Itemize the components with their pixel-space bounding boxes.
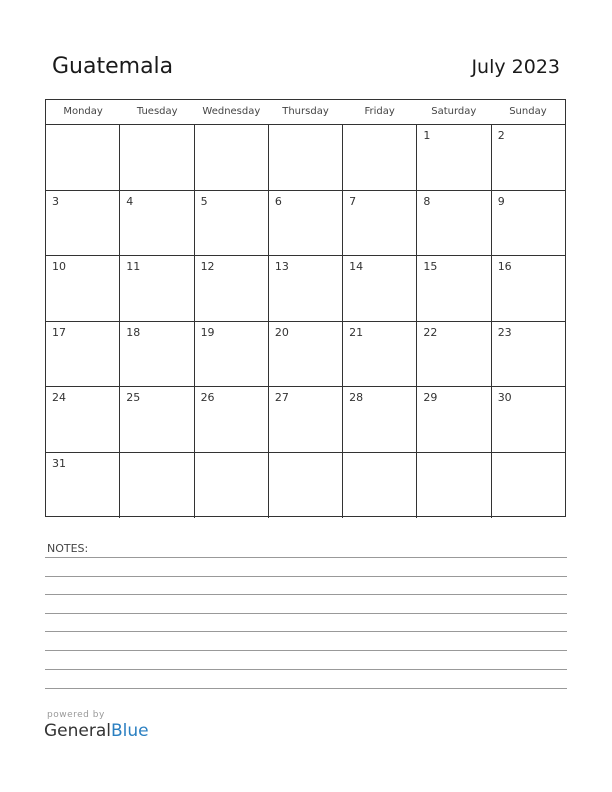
day-number: 22	[423, 325, 438, 339]
day-cell	[120, 453, 194, 519]
week-row-5	[46, 387, 565, 453]
day-number: 15	[423, 260, 438, 273]
weekday-tuesday: Tuesday	[136, 106, 178, 117]
day-number: 11	[126, 260, 141, 273]
notes-line	[45, 557, 567, 558]
day-cell	[417, 125, 491, 190]
week-row-1	[46, 125, 565, 191]
day-number: 3	[52, 194, 59, 208]
weekday-header-row	[46, 100, 565, 125]
day-cell	[417, 191, 491, 256]
week-row-3	[46, 256, 565, 322]
day-number: 29	[423, 391, 438, 404]
powered-by-text: powered by	[47, 710, 105, 720]
day-cell	[269, 453, 343, 519]
day-cell	[195, 322, 269, 387]
day-number: 23	[497, 325, 512, 339]
day-number: 4	[126, 194, 134, 208]
day-cell	[492, 453, 565, 519]
notes-line	[45, 594, 567, 595]
day-number: 9	[497, 194, 505, 208]
day-cell	[417, 322, 491, 387]
brand-general: General	[44, 721, 111, 741]
day-cell	[195, 387, 269, 452]
day-number: 20	[274, 325, 289, 339]
day-cell	[120, 322, 194, 387]
week-row-2	[46, 191, 565, 257]
day-cell	[492, 191, 565, 256]
day-number: 27	[274, 391, 289, 404]
calendar-country-title: Guatemala	[52, 54, 174, 79]
day-cell	[492, 387, 565, 452]
notes-line	[45, 631, 567, 632]
day-number: 18	[126, 325, 141, 339]
day-number: 2	[497, 129, 505, 142]
day-cell	[46, 322, 120, 387]
day-number: 1	[423, 129, 431, 142]
day-cell	[269, 191, 343, 256]
calendar-month-title: July 2023	[471, 56, 560, 78]
day-cell	[120, 191, 194, 256]
generalblue-logo[interactable]	[44, 721, 149, 741]
day-number: 24	[52, 391, 66, 404]
day-cell	[120, 256, 194, 321]
day-number: 28	[349, 391, 364, 404]
day-cell	[492, 256, 565, 321]
day-cell	[120, 387, 194, 452]
day-number: 8	[423, 194, 431, 208]
day-cell	[343, 387, 417, 452]
notes-line	[45, 576, 567, 577]
day-cell	[343, 322, 417, 387]
day-cell	[195, 453, 269, 519]
day-cell	[343, 256, 417, 321]
day-cell	[195, 191, 269, 256]
day-number: 5	[200, 194, 208, 208]
weekday-thursday: Thursday	[282, 106, 329, 117]
day-cell	[343, 453, 417, 519]
day-cell	[46, 191, 120, 256]
day-cell	[417, 387, 491, 452]
day-cell	[46, 387, 120, 452]
day-number: 25	[126, 391, 141, 404]
day-cell	[492, 322, 565, 387]
day-cell	[195, 256, 269, 321]
day-cell	[269, 256, 343, 321]
day-cell	[195, 125, 269, 190]
day-number: 19	[200, 325, 215, 339]
day-cell	[120, 125, 194, 190]
day-number: 6	[274, 194, 282, 208]
day-cell	[46, 256, 120, 321]
day-number: 10	[52, 260, 66, 273]
day-number: 30	[497, 391, 512, 404]
weekday-monday: Monday	[63, 106, 103, 117]
day-cell	[417, 453, 491, 519]
notes-label: NOTES:	[47, 542, 89, 555]
weekday-sunday: Sunday	[509, 106, 547, 117]
day-number: 13	[274, 260, 289, 273]
calendar-grid	[45, 99, 566, 517]
day-number: 16	[497, 260, 512, 273]
day-number: 14	[349, 260, 364, 273]
day-cell	[343, 191, 417, 256]
day-cell	[417, 256, 491, 321]
day-cell	[269, 322, 343, 387]
notes-line	[45, 669, 567, 670]
weekday-wednesday: Wednesday	[202, 106, 261, 117]
weekday-saturday: Saturday	[431, 106, 477, 117]
day-cell	[46, 125, 120, 190]
day-number: 7	[349, 194, 357, 208]
day-number: 31	[52, 456, 66, 470]
notes-line	[45, 650, 567, 651]
day-cell	[492, 125, 565, 190]
day-number: 21	[349, 325, 364, 339]
weekday-friday: Friday	[364, 106, 395, 117]
day-cell	[46, 453, 120, 519]
brand-blue: Blue	[111, 721, 149, 741]
day-cell	[269, 125, 343, 190]
day-cell	[269, 387, 343, 452]
day-number: 12	[200, 260, 215, 273]
week-row-6	[46, 453, 565, 519]
day-number: 17	[52, 325, 66, 339]
notes-line	[45, 688, 567, 689]
day-cell	[343, 125, 417, 190]
day-number: 26	[200, 391, 215, 404]
week-row-4	[46, 322, 565, 388]
notes-line	[45, 613, 567, 614]
